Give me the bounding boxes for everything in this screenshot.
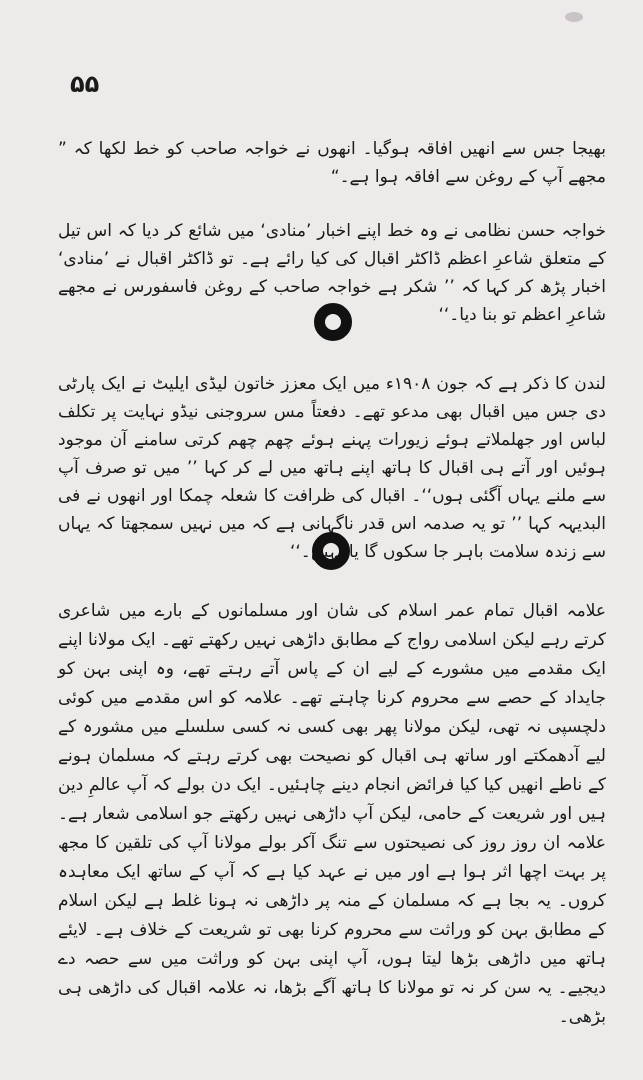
page-number: ۵۵ xyxy=(70,70,100,98)
paragraph-4: علامہ اقبال تمام عمر اسلام کی شان اور مسلمانوں کے بارے میں شاعری کرتے رہے لیکن اسلامی رواج کے مطابق داڑھی نہیں رکھتے تھے۔ ایک مولانا اپنے ایک مقدمے میں مشورے کے لیے ان کے پاس آتے رہتے تھے، وہ اپنی بہن کو جایداد کے حصے سے محروم کرنا چاہتے تھے۔ علامہ کو اس مقدمے میں کوئی دلچسپی نہ تھی، لیکن مولانا پھر بھی کسی نہ کسی سلسلے میں مشورہ کے لیے آدھمکتے اور ساتھ ہی اقبال کو نصیحت بھی کرتے رہتے کہ مسلمان ہونے کے ناطے انھیں کیا کیا فرائض انجام دینے چاہئیں۔ ایک دن بولے کہ آپ عالمِ دین ہیں اور شریعت کے حامی، لیکن آپ داڑھی نہیں رکھتے جو اسلامی شعار ہے۔ علامہ ان روز روز کی نصیحتوں سے تنگ آکر بولے مولانا آپ کی تلقین کا مجھ پر بہت اچھا اثر ہوا ہے اور میں نے عہد کیا ہے کہ آپ کے ساتھ ایک معاہدہ کروں۔ یہ بجا ہے کہ مسلمان کے منہ پر داڑھی نہ ہونا غلط ہے لیکن اسلام کے مطابق بہن کو وراثت سے محروم کرنا بھی تو شریعت کے خلاف ہے۔ لایئے ہاتھ میں داڑھی بڑھا لیتا ہوں، آپ اپنی بہن کو وراثت میں سے حصہ دے دیجیے۔ یہ سن کر نہ تو مولانا کا ہاتھ آگے بڑھا، نہ علامہ اقبال کی داڑھی ہی بڑھی۔ xyxy=(58,601,606,1027)
paragraph-2: خواجہ حسن نظامی نے وہ خط اپنے اخبار ’منادی‘ میں شائع کر دیا کہ اس تیل کے متعلق شاعرِ اعظم ڈاکٹر اقبال کی کیا رائے ہے۔ تو ڈاکٹر اقبال نے ’منادی‘ اخبار پڑھ کر کہا کہ ’’ شکر ہے خواجہ صاحب کے روغن فاسفورس نے مجھے شاعرِ اعظم تو بنا دیا۔‘‘ xyxy=(58,221,606,325)
section-divider-ring-icon xyxy=(312,532,350,570)
paragraph-3: لندن کا ذکر ہے کہ جون ۱۹۰۸ء میں ایک معزز خاتون لیڈی ایلیٹ نے ایک پارٹی دی جس میں اقبال بھی مدعو تھے۔ دفعتاً مس سروجنی نیڈو نہایت پر تکلف لباس اور جھلملاتے ہوئے زیورات پہنے ہوئے چھم چھم کرتی سامنے آن موجود ہوئیں اور آتے ہی اقبال کا ہاتھ اپنے ہاتھ میں لے کر کہا ’’ میں تو صرف آپ سے ملنے یہاں آگئی ہوں‘‘۔ اقبال کی ظرافت کا شعلہ چمکا اور انھوں نے فی البدیہہ کہا ’’ تو یہ صدمہ اس قدر ناگہانی ہے کہ میں نہیں سمجھتا کہ یہاں سے زندہ سلامت باہر جا سکوں گا یا نہیں۔‘‘ xyxy=(58,374,606,562)
paper-stain xyxy=(565,12,583,22)
paragraph-1: بھیجا جس سے انھیں افاقہ ہوگیا۔ انھوں نے خواجہ صاحب کو خط لکھا کہ ” مجھے آپ کے روغن سے افاقہ ہوا ہے۔“ xyxy=(58,139,606,187)
section-divider-ring-icon xyxy=(314,303,352,341)
